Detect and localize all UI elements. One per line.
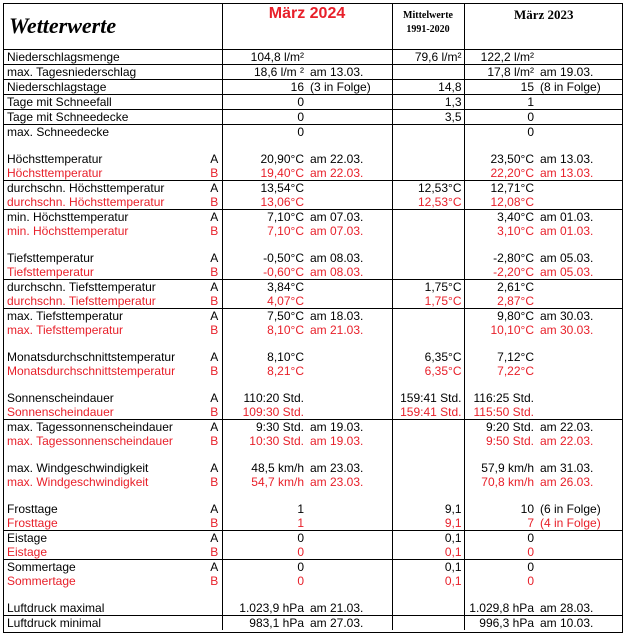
value-mittel: 9,1 — [392, 516, 464, 531]
value-2023: 7,22°C — [464, 364, 536, 378]
column-header-2024: März 2024 — [222, 3, 392, 50]
detail-2024 — [306, 95, 392, 110]
detail-2023 — [536, 181, 623, 196]
detail-2024 — [306, 294, 392, 309]
table-row — [3, 95, 623, 110]
row-label: max. Windgeschwindigkeit — [7, 475, 149, 489]
value-mittel — [392, 210, 464, 225]
table-row — [3, 125, 623, 140]
value-mittel: 14,8 — [392, 80, 464, 95]
row-label: min. Höchsttemperatur — [7, 210, 129, 224]
table-row — [3, 616, 623, 631]
value-2024: -0,60°C — [222, 265, 306, 280]
value-2023: 2,87°C — [464, 294, 536, 309]
detail-2024 — [306, 364, 392, 378]
station-code — [207, 601, 222, 616]
value-2023: 0 — [464, 125, 536, 140]
detail-2024: am 13.03. — [306, 65, 392, 80]
detail-2024: am 07.03. — [310, 224, 364, 238]
value-2024: 983,1 hPa — [222, 616, 306, 631]
value-mittel: 1,75°C — [392, 280, 464, 295]
table-row — [3, 545, 623, 560]
spacer-row — [3, 489, 623, 502]
detail-2024: am 08.03. — [306, 265, 392, 280]
detail-2023 — [536, 364, 623, 378]
station-code: B — [210, 224, 219, 238]
table-row — [3, 420, 623, 435]
row-label: Sommertage — [7, 560, 76, 574]
detail-2024: am 19.03. — [310, 434, 364, 448]
value-mittel — [392, 616, 464, 631]
detail-2023: am 22.03. — [540, 420, 594, 434]
value-mittel — [392, 420, 464, 435]
value-mittel — [392, 251, 464, 265]
station-code: B — [207, 294, 222, 309]
table-row — [3, 364, 623, 378]
station-code: A — [210, 309, 219, 323]
detail-2023: am 19.03. — [536, 65, 623, 80]
detail-2023: am 13.03. — [536, 166, 623, 181]
value-mittel — [392, 265, 464, 280]
table-row — [3, 152, 623, 166]
value-2023: 9:50 Std. — [464, 434, 536, 448]
detail-2024 — [306, 110, 392, 125]
value-2023: 116:25 Std. — [464, 391, 536, 405]
value-mittel: 6,35°C — [392, 364, 464, 378]
detail-2024: (3 in Folge) — [306, 80, 392, 95]
station-code: A — [210, 420, 219, 434]
value-2024: 4,07°C — [222, 294, 306, 309]
detail-2024: am 21.03. — [310, 323, 364, 337]
table-row — [3, 80, 623, 95]
value-2023: 0 — [464, 531, 536, 546]
value-mittel — [392, 65, 464, 80]
detail-2024 — [306, 545, 392, 560]
value-2024: 9:30 Std. — [222, 420, 306, 435]
weather-table — [3, 3, 623, 630]
row-label: Luftdruck minimal — [7, 616, 102, 630]
value-2023: 10 — [464, 502, 536, 516]
table-row — [3, 280, 623, 295]
value-2023: 1 — [464, 95, 536, 110]
value-2024: 48,5 km/h — [222, 461, 306, 475]
detail-2023: am 01.03. — [540, 224, 594, 238]
station-code: A — [210, 461, 219, 475]
spacer-row — [3, 139, 623, 152]
row-label: max. Tagesniederschlag — [3, 65, 207, 80]
row-label: Tiefsttemperatur — [3, 265, 207, 280]
detail-2024 — [306, 574, 392, 588]
station-code: B — [207, 265, 222, 280]
value-2024: 13,06°C — [222, 195, 306, 210]
table-row — [3, 166, 623, 181]
detail-2024: am 21.03. — [306, 601, 392, 616]
detail-2024 — [306, 560, 392, 575]
value-2023: 3,40°C — [464, 210, 536, 225]
table-row — [3, 110, 623, 125]
value-2024: 16 — [222, 80, 306, 95]
detail-2023 — [536, 110, 623, 125]
row-label: Sonnenscheindauer — [7, 391, 114, 405]
value-2024: 7,10°C — [222, 210, 306, 225]
table-row — [3, 601, 623, 616]
detail-2023: am 30.03. — [540, 309, 594, 323]
value-2023: 23,50°C — [464, 152, 536, 166]
detail-2023: am 05.03. — [536, 265, 623, 280]
table-row — [3, 475, 623, 489]
value-mittel: 1,75°C — [392, 294, 464, 309]
value-2023: 70,8 km/h — [464, 475, 536, 489]
value-mittel: 0,1 — [392, 574, 464, 588]
detail-2023: am 26.03. — [540, 475, 594, 489]
row-label: Eistage — [7, 531, 48, 545]
value-mittel: 79,6 l/m² — [392, 50, 464, 65]
value-mittel — [392, 125, 464, 140]
detail-2024: am 18.03. — [310, 309, 364, 323]
value-2023: 9,80°C — [464, 309, 536, 324]
value-2023: 7,12°C — [464, 350, 536, 364]
value-mittel: 12,53°C — [392, 181, 464, 196]
row-label: Tiefsttemperatur — [7, 251, 94, 265]
station-code — [207, 50, 222, 65]
detail-2023 — [536, 350, 623, 364]
value-2023: 12,08°C — [464, 195, 536, 210]
value-2023: 115:50 Std. — [464, 405, 536, 420]
detail-2023: am 10.03. — [540, 616, 594, 630]
spacer-row — [3, 238, 623, 251]
row-label: Eistage — [3, 545, 207, 560]
detail-2024 — [306, 531, 392, 546]
table-row — [3, 323, 623, 337]
detail-2023: am 13.03. — [540, 152, 594, 166]
detail-2023: am 05.03. — [540, 251, 594, 265]
value-2023: 0 — [464, 560, 536, 575]
value-2023: 3,10°C — [464, 224, 536, 238]
spacer-row — [3, 448, 623, 461]
row-label: max. Windgeschwindigkeit — [7, 461, 149, 475]
row-label: durchschn. Höchsttemperatur — [3, 195, 207, 210]
row-label: Höchsttemperatur — [3, 166, 207, 181]
detail-2023: am 28.03. — [536, 601, 623, 616]
table-row — [3, 461, 623, 475]
table-row — [3, 516, 623, 531]
value-2023: 12,71°C — [464, 181, 536, 196]
value-2024: 0 — [222, 110, 306, 125]
value-2023: 996,3 hPa — [464, 616, 536, 631]
table-row — [3, 560, 623, 575]
row-label: min. Höchsttemperatur — [7, 224, 129, 238]
value-2023: 0 — [464, 110, 536, 125]
value-2024: 0 — [222, 531, 306, 546]
table-row — [3, 65, 623, 80]
value-2023: -2,20°C — [464, 265, 536, 280]
table-row — [3, 224, 623, 238]
station-code: B — [207, 195, 222, 210]
value-2023: 22,20°C — [464, 166, 536, 181]
value-mittel: 1,3 — [392, 95, 464, 110]
detail-2024: am 07.03. — [310, 210, 364, 224]
row-label: Frosttage — [3, 516, 207, 531]
value-mittel: 159:41 Std. — [392, 391, 464, 405]
station-code: A — [210, 152, 219, 166]
value-2024: 109:30 Std. — [222, 405, 306, 420]
table-row — [3, 350, 623, 364]
detail-2023 — [536, 50, 623, 65]
value-mittel — [392, 224, 464, 238]
detail-2023: am 01.03. — [540, 210, 594, 224]
detail-2023 — [536, 560, 623, 575]
detail-2023 — [536, 95, 623, 110]
spacer-row — [3, 337, 623, 350]
table-row — [3, 391, 623, 405]
detail-2024 — [306, 405, 392, 420]
station-code: B — [210, 574, 219, 588]
station-code: B — [210, 434, 219, 448]
value-mittel — [392, 434, 464, 448]
value-2023: 15 — [464, 80, 536, 95]
detail-2024: am 08.03. — [310, 251, 364, 265]
station-code: A — [210, 531, 219, 545]
value-2024: 104,8 l/m² — [222, 50, 306, 65]
spacer-row — [3, 588, 623, 601]
station-code: B — [207, 405, 222, 420]
row-label: max. Tiefsttemperatur — [7, 309, 124, 323]
station-code — [207, 65, 222, 80]
value-2024: -0,50°C — [222, 251, 306, 265]
value-2024: 7,50°C — [222, 309, 306, 324]
value-2023: 10,10°C — [464, 323, 536, 337]
detail-2024 — [306, 280, 392, 295]
value-mittel: 0,1 — [392, 560, 464, 575]
table-row — [3, 181, 623, 196]
detail-2023: (6 in Folge) — [540, 502, 601, 516]
value-mittel — [392, 309, 464, 324]
value-2023: 17,8 l/m² — [464, 65, 536, 80]
value-2024: 13,54°C — [222, 181, 306, 196]
table-row — [3, 265, 623, 280]
value-2024: 3,84°C — [222, 280, 306, 295]
row-label: durchschn. Tiefsttemperatur — [7, 280, 156, 294]
value-2024: 0 — [222, 574, 306, 588]
row-label: max. Tagessonnenscheindauer — [7, 420, 173, 434]
station-code — [207, 80, 222, 95]
station-code: A — [210, 502, 219, 516]
row-label: Niederschlagstage — [3, 80, 207, 95]
station-code — [207, 110, 222, 125]
value-mittel — [392, 152, 464, 166]
value-mittel — [392, 475, 464, 489]
station-code: A — [210, 280, 219, 294]
value-2024: 0 — [222, 95, 306, 110]
station-code: A — [210, 560, 219, 574]
value-mittel: 6,35°C — [392, 350, 464, 364]
row-label: Tage mit Schneefall — [3, 95, 207, 110]
detail-2024: am 19.03. — [310, 420, 364, 434]
detail-2023: am 30.03. — [540, 323, 594, 337]
value-2024: 0 — [222, 560, 306, 575]
value-mittel: 0,1 — [392, 531, 464, 546]
detail-2024 — [306, 516, 392, 531]
page-title: Wetterwerte — [3, 3, 222, 50]
detail-2024 — [306, 195, 392, 210]
value-2024: 10:30 Std. — [222, 434, 306, 448]
value-2023: 2,61°C — [464, 280, 536, 295]
row-label: max. Tiefsttemperatur — [7, 323, 124, 337]
table-row — [3, 434, 623, 448]
value-2024: 1 — [222, 502, 306, 516]
value-2024: 8,21°C — [222, 364, 306, 378]
station-code — [207, 95, 222, 110]
detail-2024 — [306, 350, 392, 364]
station-code: B — [207, 166, 222, 181]
table-row — [3, 502, 623, 516]
row-label: Luftdruck maximal — [3, 601, 207, 616]
value-2023: 0 — [464, 574, 536, 588]
table-row — [3, 531, 623, 546]
row-label: Sonnenscheindauer — [3, 405, 207, 420]
station-code: A — [210, 210, 219, 224]
row-label: Monatsdurchschnittstemperatur — [7, 350, 176, 364]
value-2023: 7 — [464, 516, 536, 531]
station-code: A — [210, 391, 219, 405]
detail-2024 — [306, 391, 392, 405]
detail-2024 — [306, 181, 392, 196]
value-2023: 1.029,8 hPa — [464, 601, 536, 616]
value-2024: 0 — [222, 545, 306, 560]
detail-2024: am 23.03. — [310, 475, 364, 489]
detail-2023: am 22.03. — [540, 434, 594, 448]
row-label: Sommertage — [7, 574, 76, 588]
row-label: Höchsttemperatur — [7, 152, 103, 166]
table-row — [3, 294, 623, 309]
value-2024: 7,10°C — [222, 224, 306, 238]
value-mittel: 12,53°C — [392, 195, 464, 210]
detail-2023: (8 in Folge) — [536, 80, 623, 95]
header-row — [3, 3, 623, 50]
column-header-2023: März 2023 — [464, 3, 623, 50]
detail-2024: am 23.03. — [310, 461, 364, 475]
value-mittel — [392, 461, 464, 475]
station-code: A — [210, 350, 219, 364]
row-label: Niederschlagsmenge — [3, 50, 207, 65]
value-mittel: 0,1 — [392, 545, 464, 560]
table-row — [3, 251, 623, 265]
detail-2023 — [536, 294, 623, 309]
station-code: B — [210, 323, 219, 337]
detail-2024 — [306, 502, 392, 516]
detail-2024 — [306, 50, 392, 65]
value-2024: 8,10°C — [222, 323, 306, 337]
detail-2024 — [306, 125, 392, 140]
row-label: Frosttage — [7, 502, 58, 516]
value-mittel: 9,1 — [392, 502, 464, 516]
value-mittel — [392, 323, 464, 337]
detail-2023 — [536, 405, 623, 420]
station-code: A — [210, 251, 219, 265]
detail-2024: am 22.03. — [306, 166, 392, 181]
table-row — [3, 574, 623, 588]
value-2024: 110:20 Std. — [222, 391, 306, 405]
table-row — [3, 309, 623, 324]
row-label: Tage mit Schneedecke — [3, 110, 207, 125]
value-2023: 57,9 km/h — [464, 461, 536, 475]
detail-2023 — [536, 531, 623, 546]
value-mittel — [392, 601, 464, 616]
value-2023: 9:20 Std. — [464, 420, 536, 435]
station-code: B — [207, 545, 222, 560]
spacer-row — [3, 378, 623, 391]
value-2024: 8,10°C — [222, 350, 306, 364]
detail-2023 — [536, 125, 623, 140]
value-2024: 1.023,9 hPa — [222, 601, 306, 616]
row-label: max. Schneedecke — [7, 125, 110, 139]
value-mittel: 159:41 Std. — [392, 405, 464, 420]
value-2024: 1 — [222, 516, 306, 531]
value-2024: 20,90°C — [222, 152, 306, 166]
value-mittel: 3,5 — [392, 110, 464, 125]
row-label: Monatsdurchschnittstemperatur — [7, 364, 176, 378]
table-row — [3, 405, 623, 420]
detail-2023: am 31.03. — [540, 461, 594, 475]
value-mittel — [392, 166, 464, 181]
table-row — [3, 50, 623, 65]
detail-2024: am 22.03. — [310, 152, 364, 166]
station-code: A — [210, 181, 219, 195]
value-2024: 19,40°C — [222, 166, 306, 181]
detail-2023 — [536, 574, 623, 588]
detail-2023 — [536, 545, 623, 560]
row-label: durchschn. Höchsttemperatur — [7, 181, 165, 195]
value-2024: 0 — [222, 125, 306, 140]
detail-2023 — [536, 391, 623, 405]
row-label: max. Tagessonnenscheindauer — [7, 434, 173, 448]
table-row — [3, 210, 623, 225]
table-row — [3, 195, 623, 210]
value-2023: 0 — [464, 545, 536, 560]
value-2023: -2,80°C — [464, 251, 536, 265]
station-code — [207, 616, 222, 631]
detail-2023 — [536, 280, 623, 295]
value-2024: 18,6 l/m ² — [222, 65, 306, 80]
detail-2023 — [536, 195, 623, 210]
station-code: B — [210, 475, 219, 489]
row-label: durchschn. Tiefsttemperatur — [3, 294, 207, 309]
station-code — [207, 125, 222, 140]
detail-2024: am 27.03. — [310, 616, 364, 630]
value-2024: 54,7 km/h — [222, 475, 306, 489]
value-2023: 122,2 l/m² — [464, 50, 536, 65]
station-code: B — [210, 364, 219, 378]
detail-2023: (4 in Folge) — [536, 516, 623, 531]
column-header-mittelwerte: Mittelwerte 1991-2020 — [392, 3, 464, 50]
station-code: B — [207, 516, 222, 531]
